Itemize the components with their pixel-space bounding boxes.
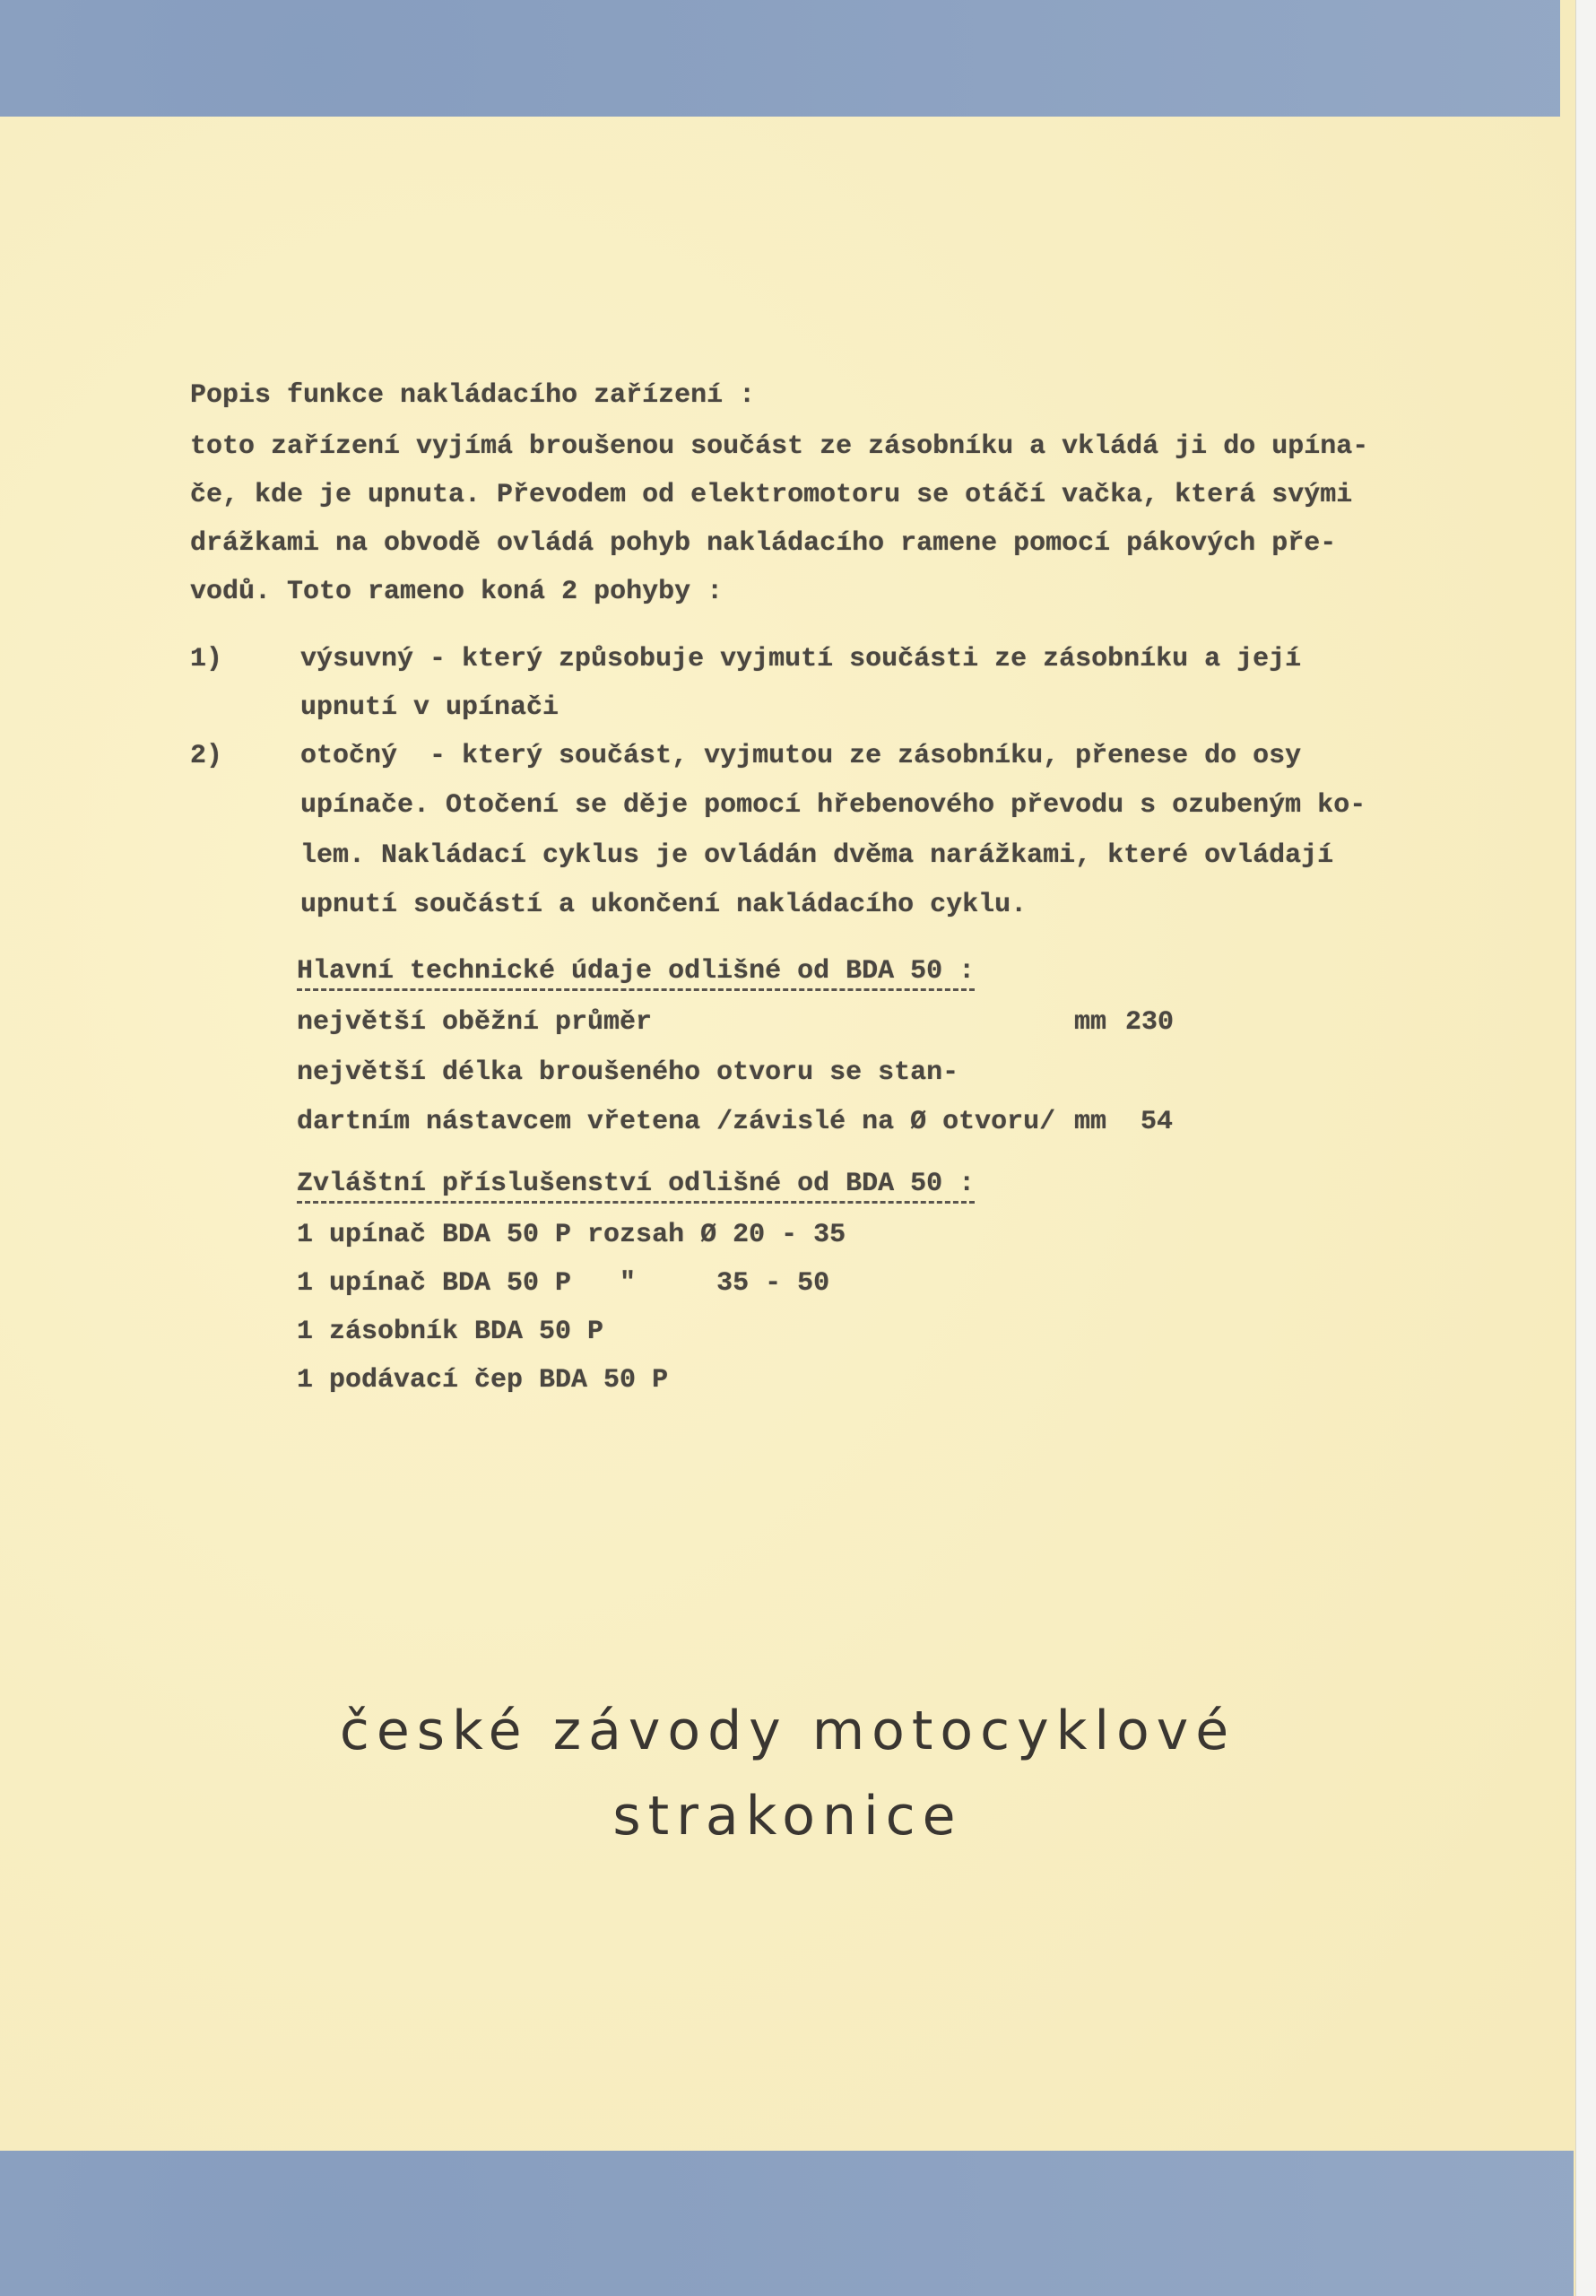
accessory-item: 1 zásobník BDA 50 P [297,1317,604,1347]
scan-edge [1575,0,1596,2296]
footer-city: strakonice [612,1785,963,1848]
movement-line: upnutí v upínači [300,692,559,723]
technical-row-label: největší oběžní průměr [297,1007,653,1038]
technical-row-unit: mm [1074,1107,1107,1137]
bottom-blue-band [0,2151,1574,2296]
technical-row-label: největší délka broušeného otvoru se stan- [297,1057,959,1088]
movement-line: upínače. Otočení se děje pomocí hřebenového převodu s ozubeným ko- [300,790,1366,821]
movement-line: výsuvný - který způsobuje vyjmutí součásti ze zásobníku a její [300,644,1302,674]
movement-number: 2) [190,741,223,771]
movement-line: lem. Nakládací cyklus je ovládán dvěma narážkami, které ovládají [300,840,1334,871]
movement-line: otočný - který součást, vyjmutou ze zásobníku, přenese do osy [300,741,1302,771]
movement-line: upnutí součástí a ukončení nakládacího cyklu. [300,890,1028,920]
description-heading: Popis funkce nakládacího zařízení : [190,380,756,411]
accessories-heading: Zvláštní příslušenství odlišné od BDA 50 : [297,1169,975,1204]
accessory-item: 1 podávací čep BDA 50 P [297,1365,669,1396]
accessory-item: 1 upínač BDA 50 P " 35 - 50 [297,1268,830,1299]
accessory-item: 1 upínač BDA 50 P rozsah Ø 20 - 35 [297,1220,846,1250]
technical-row-unit: mm [1074,1007,1107,1038]
paragraph-line: toto zařízení vyjímá broušenou součást ze zásobníku a vkládá ji do upína- [190,431,1369,462]
technical-row-value: 230 [1125,1007,1175,1038]
footer-company: české závody motocyklové [339,1700,1236,1762]
top-blue-band [0,0,1560,117]
technical-data-heading: Hlavní technické údaje odlišné od BDA 50 : [297,956,975,991]
paragraph-line: če, kde je upnuta. Převodem od elektromotoru se otáčí vačka, která svými [190,480,1353,510]
technical-row-value: 54 [1141,1107,1174,1137]
paragraph-line: vodů. Toto rameno koná 2 pohyby : [190,577,724,607]
technical-row-label: dartním nástavcem vřetena /závislé na Ø otvoru/ [297,1107,1056,1137]
movement-number: 1) [190,644,223,674]
paragraph-line: drážkami na obvodě ovládá pohyb nakládacího ramene pomocí pákových pře- [190,528,1337,559]
